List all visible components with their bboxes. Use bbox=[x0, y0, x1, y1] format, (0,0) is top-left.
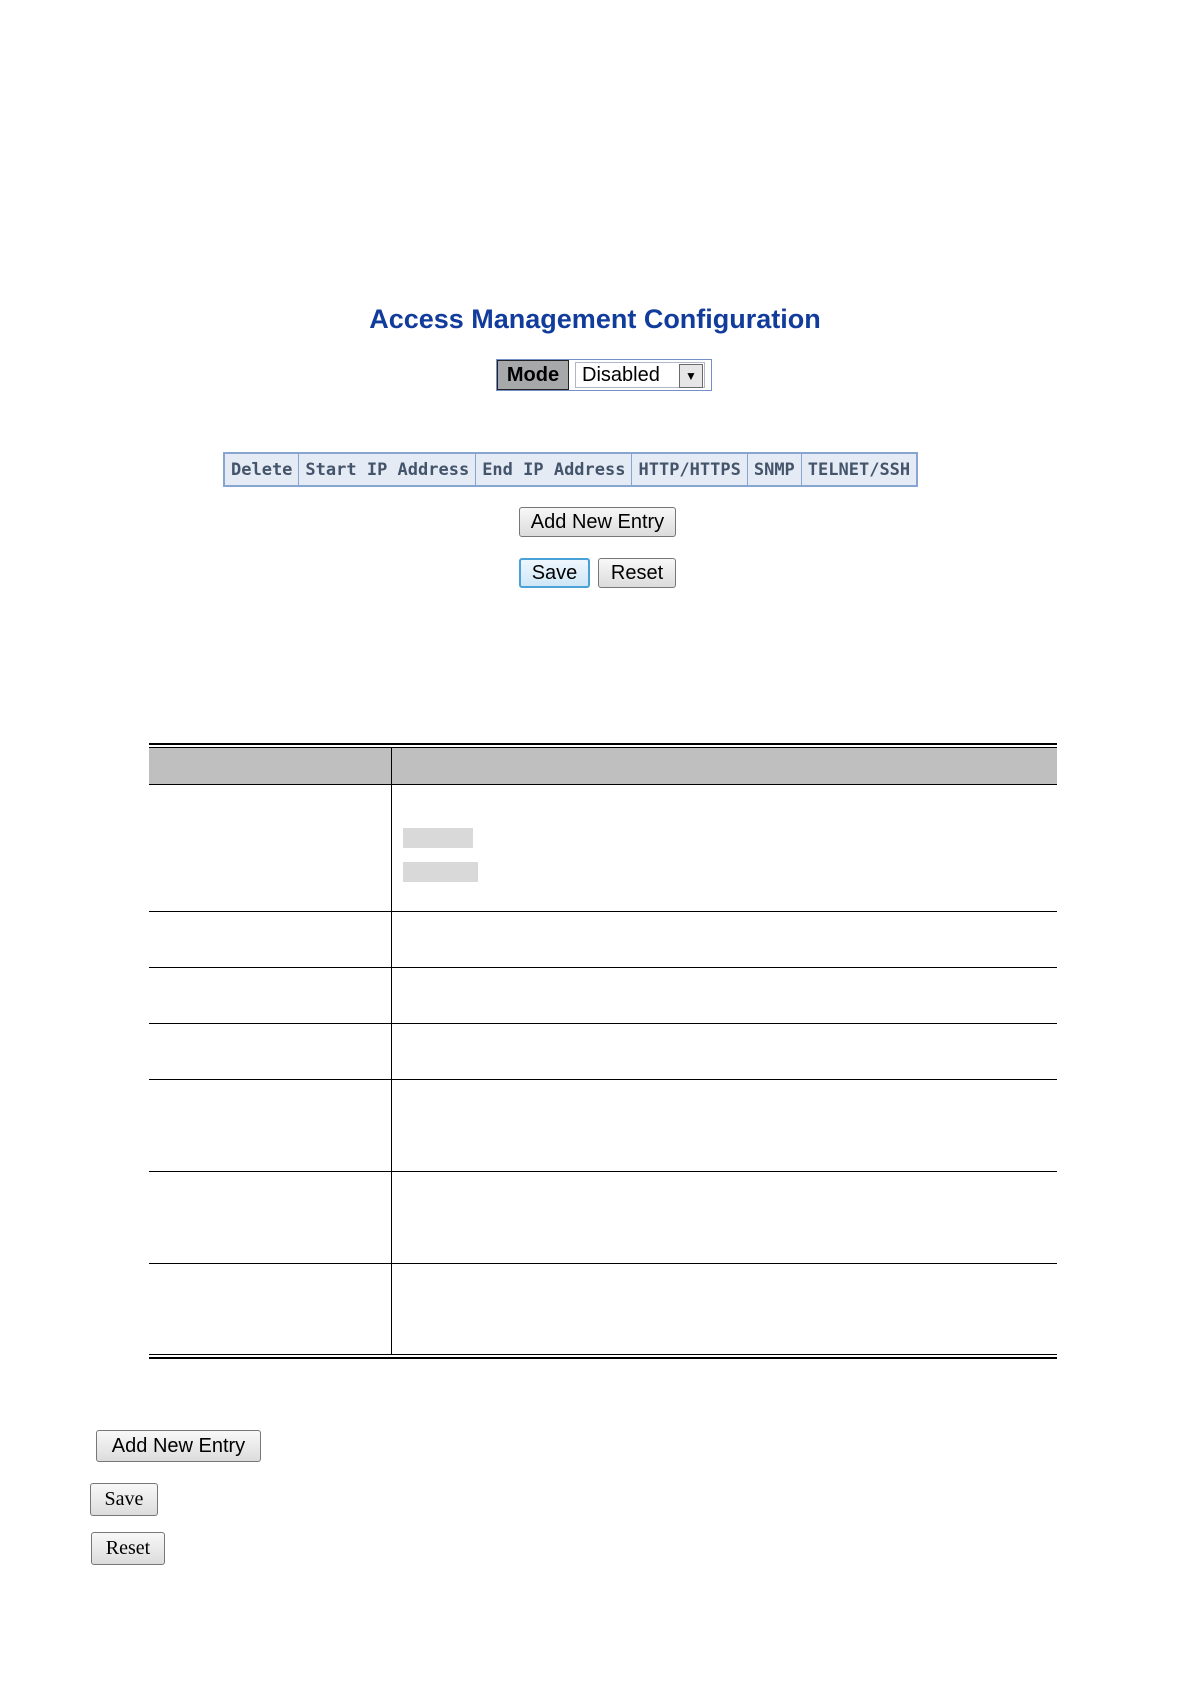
table-row bbox=[149, 1079, 1057, 1171]
description-header bbox=[149, 748, 1057, 784]
table-row bbox=[149, 1171, 1057, 1263]
save-button[interactable]: Save bbox=[519, 558, 590, 588]
legend-add-new-entry-button[interactable]: Add New Entry bbox=[96, 1430, 261, 1462]
reset-button[interactable]: Reset bbox=[598, 558, 676, 588]
col-snmp: SNMP bbox=[747, 453, 801, 486]
chevron-down-icon[interactable]: ▼ bbox=[679, 364, 703, 388]
access-management-table bbox=[223, 452, 918, 487]
mode-select[interactable] bbox=[575, 362, 705, 388]
col-http-https: HTTP/HTTPS bbox=[632, 453, 747, 486]
description-table bbox=[149, 743, 1057, 1359]
table-bottom-rule bbox=[149, 1354, 1057, 1359]
col-start-ip: Start IP Address bbox=[299, 453, 476, 486]
mode-select-value: Disabled bbox=[582, 363, 660, 386]
mode-label: Mode bbox=[497, 360, 569, 390]
option-chip bbox=[403, 828, 473, 848]
col-delete: Delete bbox=[224, 453, 299, 486]
table-row bbox=[149, 1263, 1057, 1354]
col-telnet-ssh: TELNET/SSH bbox=[801, 453, 917, 486]
table-row bbox=[149, 911, 1057, 967]
table-row bbox=[149, 967, 1057, 1023]
col-end-ip: End IP Address bbox=[476, 453, 632, 486]
legend-reset-button[interactable]: Reset bbox=[91, 1532, 165, 1565]
legend-save-button[interactable]: Save bbox=[90, 1483, 158, 1516]
mode-control bbox=[496, 359, 712, 391]
table-row bbox=[149, 1023, 1057, 1079]
table-header-row bbox=[224, 453, 917, 486]
option-chip bbox=[403, 862, 478, 882]
add-new-entry-button[interactable]: Add New Entry bbox=[519, 507, 676, 537]
table-row bbox=[149, 784, 1057, 911]
page-title: Access Management Configuration bbox=[369, 304, 821, 334]
